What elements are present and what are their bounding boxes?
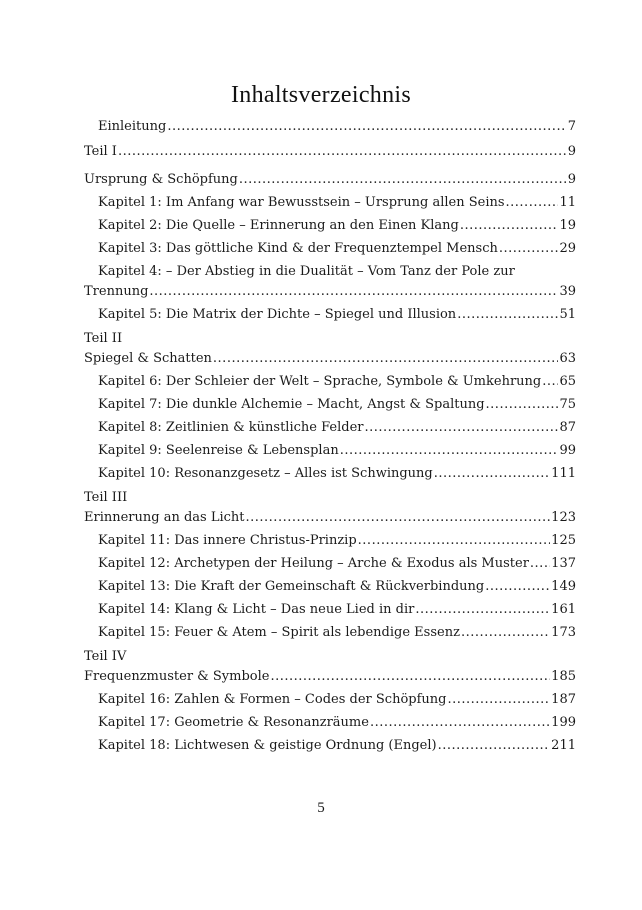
- toc-entry-page: 187: [551, 692, 576, 707]
- toc-entry-label: Frequenzmuster & Symbole: [84, 669, 270, 684]
- leader-dots: [460, 216, 559, 236]
- toc-entry-label: Trennung: [84, 284, 149, 299]
- toc-entry[interactable]: [98, 600, 576, 620]
- toc-entry-label: Kapitel 11: Das innere Christus-Prinzip: [98, 533, 357, 548]
- toc-entry-page: 87: [559, 420, 576, 435]
- toc-entry-label: Kapitel 17: Geometrie & Resonanzräume: [98, 715, 369, 730]
- leader-dots: [370, 713, 550, 733]
- toc-entry-label: Kapitel 15: Feuer & Atem – Spirit als lebendige Essenz: [98, 625, 460, 640]
- toc-entry-page: 19: [559, 218, 576, 233]
- toc-entry[interactable]: [84, 170, 576, 190]
- toc-entry-page: 9: [567, 144, 576, 159]
- toc-entry-page: 75: [559, 397, 576, 412]
- toc-entry-label: Kapitel 6: Der Schleier der Welt – Sprache, Symbole & Umkehrung: [98, 374, 542, 389]
- part-heading: Teil IV: [84, 649, 127, 664]
- toc-entry-label: Erinnerung an das Licht: [84, 510, 245, 525]
- toc-entry-page: 63: [559, 351, 576, 366]
- toc-entry-label: Kapitel 5: Die Matrix der Dichte – Spiegel und Illusion: [98, 307, 457, 322]
- toc-entry-label: Kapitel 2: Die Quelle – Erinnerung an den Einen Klang: [98, 218, 459, 233]
- leader-dots: [270, 667, 550, 687]
- toc-entry-page: 7: [567, 119, 576, 134]
- toc-entry[interactable]: [98, 464, 576, 484]
- toc-entry[interactable]: [98, 239, 576, 259]
- page-number: 5: [317, 800, 325, 816]
- part-heading: Teil III: [84, 490, 128, 505]
- toc-entry[interactable]: [84, 349, 576, 369]
- leader-dots: [486, 395, 559, 415]
- leader-dots: [485, 577, 550, 597]
- toc-entry[interactable]: [98, 193, 576, 213]
- toc-entry[interactable]: [98, 305, 576, 325]
- toc-entry[interactable]: [98, 531, 576, 551]
- toc-entry[interactable]: [98, 736, 576, 756]
- toc-entry[interactable]: [98, 623, 576, 643]
- toc-entry[interactable]: [98, 577, 576, 597]
- page-title: Inhaltsverzeichnis: [231, 82, 411, 108]
- toc-entry-label: Einleitung: [98, 119, 167, 134]
- toc-entry-page: 211: [551, 738, 576, 753]
- toc-entry[interactable]: [98, 418, 576, 438]
- leader-dots: [118, 142, 567, 162]
- toc-entry-label: Kapitel 8: Zeitlinien & künstliche Felder: [98, 420, 364, 435]
- leader-dots: [457, 305, 558, 325]
- toc-entry-page: 29: [559, 241, 576, 256]
- leader-dots: [530, 554, 550, 574]
- toc-entry-label: Kapitel 13: Die Kraft der Gemeinschaft & Rückverbindung: [98, 579, 485, 594]
- toc-entry-page: 137: [551, 556, 576, 571]
- toc-entry-page: 173: [551, 625, 576, 640]
- toc-entry-label: Kapitel 7: Die dunkle Alchemie – Macht, Angst & Spaltung: [98, 397, 485, 412]
- leader-dots: [167, 117, 566, 137]
- leader-dots: [365, 418, 559, 438]
- toc-entry-page: 51: [559, 307, 576, 322]
- leader-dots: [415, 600, 550, 620]
- leader-dots: [461, 623, 550, 643]
- toc-entry[interactable]: [98, 395, 576, 415]
- toc-entry-page: 111: [551, 466, 576, 481]
- toc-entry-label: Teil I: [84, 144, 117, 159]
- toc-entry-label-line1: Kapitel 4: – Der Abstieg in die Dualität – Vom Tanz der Pole zur: [98, 264, 515, 279]
- toc-entry[interactable]: [84, 142, 576, 162]
- toc-entry-label: Ursprung & Schöpfung: [84, 172, 238, 187]
- leader-dots: [358, 531, 551, 551]
- leader-dots: [434, 464, 550, 484]
- toc-entry-page: 125: [551, 533, 576, 548]
- toc-entry[interactable]: [98, 216, 576, 236]
- toc-entry-label: Kapitel 18: Lichtwesen & geistige Ordnung (Engel): [98, 738, 437, 753]
- leader-dots: [340, 441, 559, 461]
- toc-entry-label: Kapitel 10: Resonanzgesetz – Alles ist Schwingung: [98, 466, 433, 481]
- toc-entry-label: Kapitel 1: Im Anfang war Bewusstsein – Ursprung allen Seins: [98, 195, 505, 210]
- toc-entry-label: Kapitel 12: Archetypen der Heilung – Arche & Exodus als Muster: [98, 556, 529, 571]
- leader-dots: [246, 508, 551, 528]
- toc-entry-page: 161: [551, 602, 576, 617]
- leader-dots: [239, 170, 567, 190]
- toc-entry-label: Kapitel 14: Klang & Licht – Das neue Lied in dir: [98, 602, 415, 617]
- toc-entry-page: 39: [559, 284, 576, 299]
- toc-entry-label: Kapitel 9: Seelenreise & Lebensplan: [98, 443, 339, 458]
- part-heading: Teil II: [84, 331, 123, 346]
- toc-entry-label: Kapitel 3: Das göttliche Kind & der Frequenztempel Mensch: [98, 241, 498, 256]
- leader-dots: [447, 690, 550, 710]
- toc-entry-page: 11: [559, 195, 576, 210]
- toc-entry[interactable]: [98, 713, 576, 733]
- toc-entry-multiline[interactable]: [84, 262, 576, 302]
- table-of-contents: [84, 117, 576, 756]
- leader-dots: [213, 349, 559, 369]
- leader-dots: [438, 736, 551, 756]
- toc-entry-page: 99: [559, 443, 576, 458]
- toc-entry[interactable]: [84, 667, 576, 687]
- toc-entry-page: 65: [559, 374, 576, 389]
- toc-entry-page: 9: [567, 172, 576, 187]
- toc-entry[interactable]: [98, 690, 576, 710]
- toc-entry[interactable]: [84, 508, 576, 528]
- toc-entry[interactable]: [98, 372, 576, 392]
- leader-dots: [149, 282, 558, 302]
- toc-entry[interactable]: [98, 441, 576, 461]
- toc-entry-page: 185: [551, 669, 576, 684]
- toc-entry-label: Kapitel 16: Zahlen & Formen – Codes der Schöpfung: [98, 692, 447, 707]
- toc-entry[interactable]: [98, 554, 576, 574]
- leader-dots: [506, 193, 559, 213]
- toc-entry-label: Spiegel & Schatten: [84, 351, 212, 366]
- leader-dots: [499, 239, 559, 259]
- leader-dots: [542, 372, 558, 392]
- toc-entry-page: 199: [551, 715, 576, 730]
- toc-entry-page: 149: [551, 579, 576, 594]
- toc-entry-page: 123: [551, 510, 576, 525]
- toc-entry[interactable]: [98, 117, 576, 137]
